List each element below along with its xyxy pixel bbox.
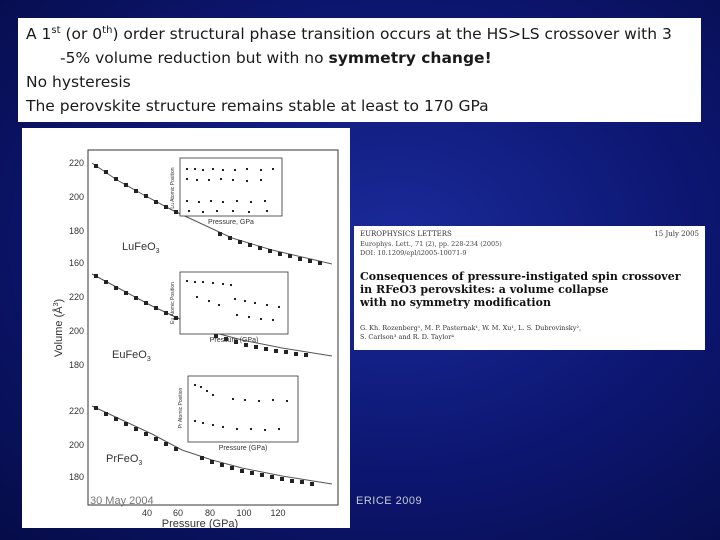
ytick: 160: [68, 258, 84, 268]
lu-inset-xlabel: Pressure, GPa: [208, 219, 254, 226]
paper-date: 15 July 2005: [654, 230, 699, 238]
ytick: 180: [68, 226, 84, 236]
xtick: 40: [141, 508, 153, 518]
pr-label: PrFeO$_3$: [106, 453, 143, 467]
xtick: 80: [204, 508, 216, 518]
text-line-1: A 1st (or 0th) order structural phase transition occurs at the HS>LS crossover with 3: [26, 24, 672, 43]
text-line-4: The perovskite structure remains stable at least to 170 GPa: [26, 97, 489, 115]
eu-label: EuFeO$_3$: [112, 349, 151, 363]
paper-citation-card: [354, 226, 705, 350]
ytick: 200: [68, 192, 84, 202]
footer-venue: ERICE 2009: [356, 495, 423, 507]
ytick: 200: [68, 440, 84, 450]
eu-inset-xlabel: Pressure (GPa): [209, 337, 259, 344]
text-line-3: No hysteresis: [26, 73, 131, 91]
ytick: 180: [68, 360, 84, 370]
lu-inset: [170, 158, 282, 226]
lu-inset-ylabel: Lu Atomic Position: [170, 167, 176, 209]
xtick: 100: [236, 508, 252, 518]
paper-header: [360, 230, 699, 238]
text-line-2: -5% volume reduction but with no symmetry change!: [60, 49, 492, 67]
x-axis-label: Pressure (GPa): [161, 518, 239, 528]
xtick: 60: [172, 508, 184, 518]
slide-text-box: [18, 18, 701, 122]
paper-authors: G. Kh. Rozenberg¹, M. P. Pasternak¹, W. M. Xu¹, L. S. Dubrovinsky², S. Carlson³ and R. D. Taylor⁴: [360, 324, 582, 341]
ytick: 220: [68, 406, 84, 416]
ytick: 180: [68, 472, 84, 482]
pr-inset-xlabel: Pressure (GPa): [218, 445, 268, 452]
eu-inset-ylabel: Eu Atomic Position: [170, 282, 176, 324]
pr-inset: [178, 376, 298, 452]
volume-pressure-figure: [22, 128, 350, 528]
figure-svg: [22, 128, 350, 528]
footer-date: 30 May 2004: [90, 495, 154, 507]
paper-title: Consequences of pressure-instigated spin crossover in RFeO3 perovskites: a volume collapse with no symmetry modification: [360, 270, 681, 309]
lu-label: LuFeO$_3$: [122, 241, 160, 255]
ytick: 220: [68, 292, 84, 302]
y-axis-label: Volume $(Å^3)$: [53, 298, 65, 358]
pr-inset-ylabel: Pr Atomic Position: [178, 387, 184, 429]
paper-citation: Europhys. Lett., 71 (2), pp. 228-234 (2005) DOI: 10.1209/epl/i2005-10071-9: [360, 240, 502, 257]
journal-name: EUROPHYSICS LETTERS: [360, 230, 452, 238]
xtick: 120: [270, 508, 286, 518]
ytick: 220: [68, 158, 84, 168]
eu-inset: [170, 272, 288, 344]
ytick: 200: [68, 326, 84, 336]
